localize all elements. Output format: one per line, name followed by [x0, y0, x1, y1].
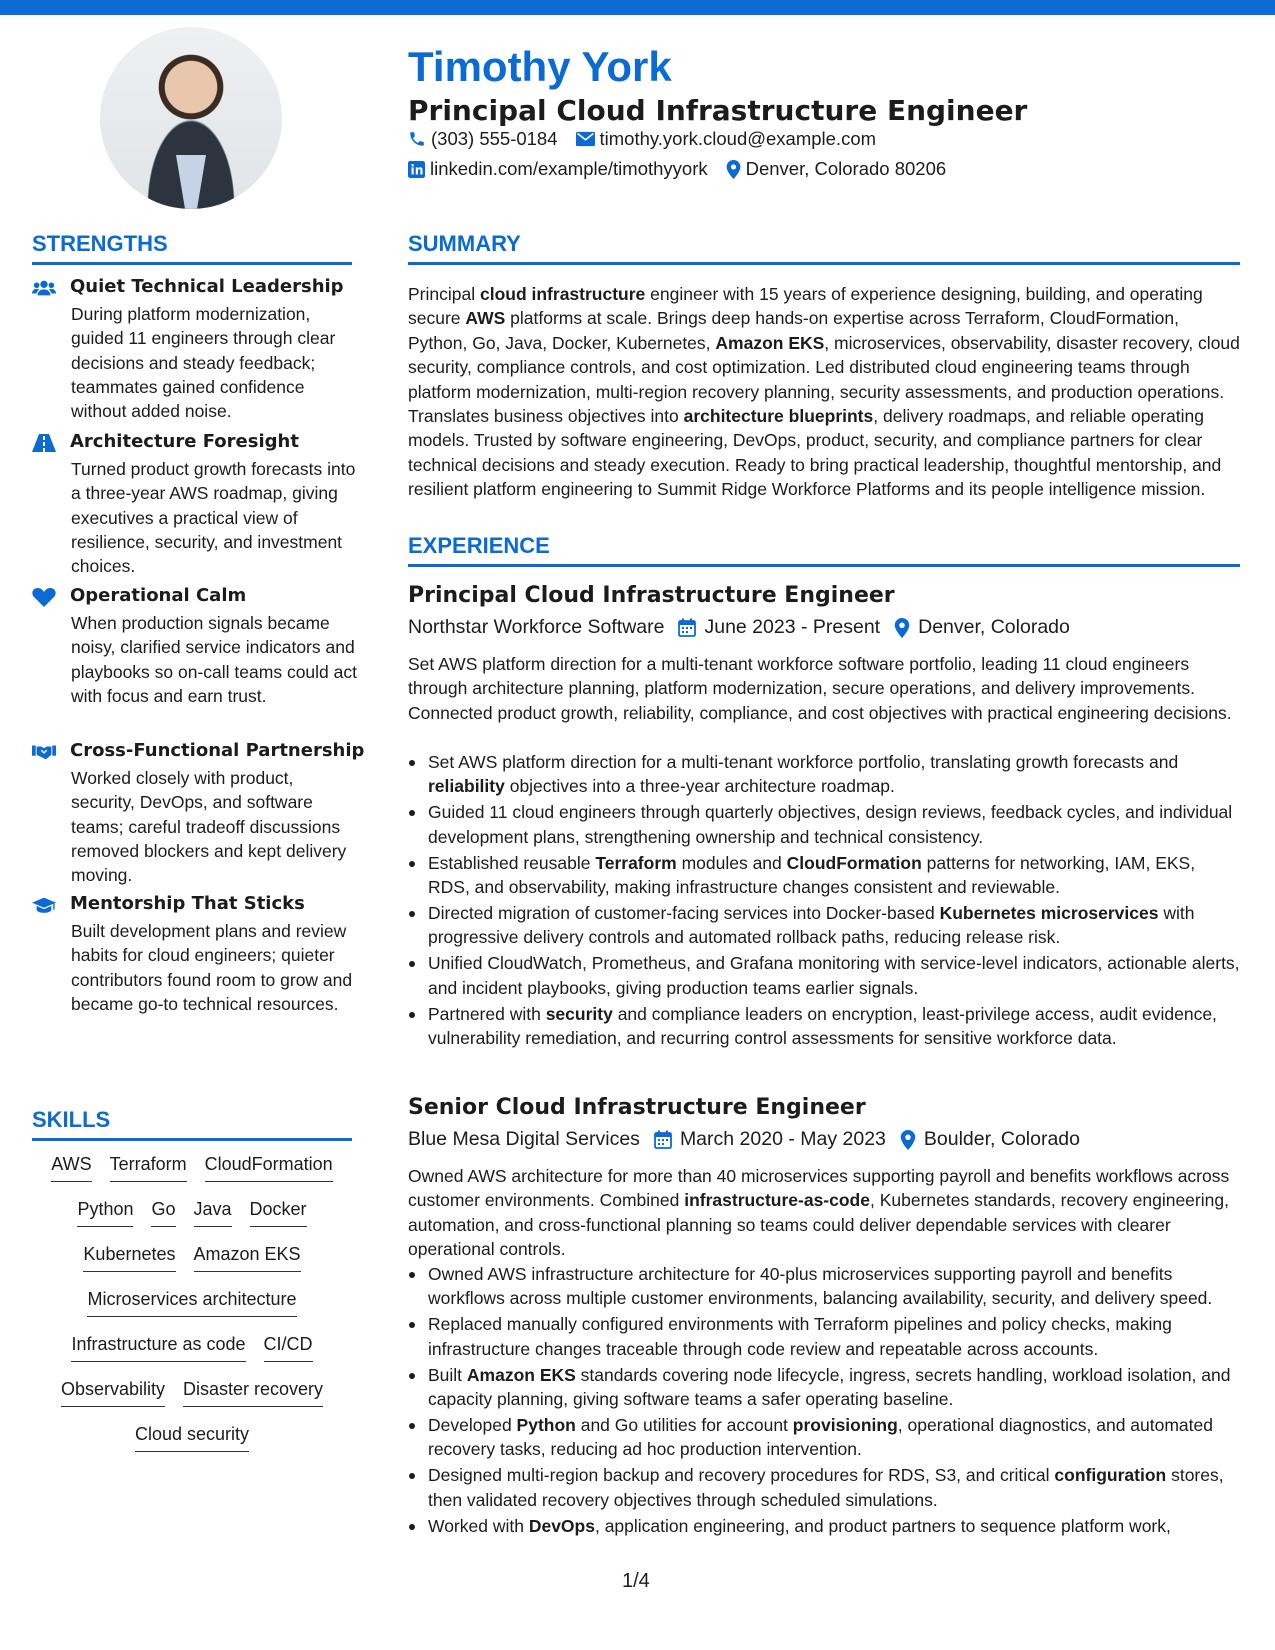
bullet-item: Replaced manually configured environments with Terraform pipelines and policy checks, making infrastructure changes traceable through code review and repeatable across accounts. [408, 1312, 1240, 1361]
skills-heading: SKILLS [32, 1107, 352, 1141]
strength-title: Architecture Foresight [70, 431, 299, 452]
skill-tag: Microservices architecture [87, 1289, 296, 1317]
contact-row-2 [408, 158, 964, 180]
skills-row [32, 1154, 352, 1199]
bullet-item: Partnered with security and compliance leaders on encryption, least-privilege access, audit evidence, vulnerability remediation, and recurring control assessments for sensitive workforce data. [408, 1002, 1240, 1051]
job-title: Principal Cloud Infrastructure Engineer [408, 583, 895, 608]
job-meta [408, 1128, 1080, 1151]
calendar-icon [654, 1130, 672, 1149]
strengths-heading: STRENGTHS [32, 231, 352, 265]
summary-heading: SUMMARY [408, 231, 1240, 265]
top-accent-bar [0, 0, 1275, 15]
summary-text: Principal cloud infrastructure engineer with 15 years of experience designing, building, and operating secure AWS platforms at scale. Brings deep hands-on expertise across Terraform, CloudFormation, Python, Go, Java, Docker, Kubernetes, Amazon EKS, microservices, observability, disaster recovery, cloud security, compliance controls, and cost optimization. Led distributed cloud engineering teams through platform modernization, multi-region recovery planning, security assessments, and production operations. Translates business objectives into architecture blueprints, delivery roadmaps, and reliable operating models. Trusted by software engineering, DevOps, product, security, and compliance partners for clear technical decisions and steady execution. Ready to bring practical leadership, thoughtful mentorship, and resilient platform engineering to Summit Ridge Workforce Platforms and its people intelligence mission. [408, 284, 1240, 500]
location-pin-icon [900, 1130, 916, 1150]
skill-tag: Terraform [110, 1154, 187, 1182]
skills-row [32, 1199, 352, 1244]
handshake-icon [32, 742, 56, 762]
linkedin-link[interactable]: linkedin.com/example/timothyyork [430, 158, 708, 179]
skill-tag: Amazon EKS [194, 1244, 301, 1272]
email-link[interactable]: timothy.york.cloud@example.com [599, 128, 877, 149]
skill-tag: Go [151, 1199, 175, 1227]
skills-list [32, 1154, 352, 1469]
graduation-cap-icon [32, 895, 56, 915]
envelope-icon [576, 131, 595, 147]
job-bullets [408, 1262, 1240, 1539]
strength-description: When production signals became noisy, clarified service indicators and playbooks so on-call teams could act with focus and earn trust. [71, 613, 357, 706]
heart-icon [32, 587, 56, 607]
job-bullets [408, 750, 1240, 1052]
candidate-title: Principal Cloud Infrastructure Engineer [408, 94, 1028, 127]
skill-tag: Docker [250, 1199, 307, 1227]
skill-tag: Infrastructure as code [71, 1334, 245, 1362]
skill-tag: Disaster recovery [183, 1379, 323, 1407]
strength-title: Mentorship That Sticks [70, 893, 305, 914]
road-icon [32, 433, 56, 453]
bullet-item: Set AWS platform direction for a multi-tenant workforce portfolio, translating growth forecasts and reliability objectives into a three-year architecture roadmap. [408, 750, 1240, 799]
company-name: Blue Mesa Digital Services [408, 1128, 640, 1150]
bullet-item: Established reusable Terraform modules and CloudFormation patterns for networking, IAM, EKS, RDS, and observability, making infrastructure changes consistent and reviewable. [408, 851, 1240, 900]
skill-tag: CI/CD [264, 1334, 313, 1362]
job-description: Set AWS platform direction for a multi-tenant workforce software portfolio, leading 11 cloud engineers through architecture planning, platform modernization, secure operations, and delivery improvements. Connected product growth, reliability, compliance, and cost objectives with practical engineering decisions. [408, 654, 1232, 723]
bullet-item: Guided 11 cloud engineers through quarterly objectives, design reviews, feedback cycles, and individual development plans, strengthening ownership and technical consistency. [408, 800, 1240, 849]
skills-row [32, 1334, 352, 1379]
bullet-item: Directed migration of customer-facing services into Docker-based Kubernetes microservices with progressive delivery controls and automated rollback paths, reducing release risk. [408, 901, 1240, 950]
skill-tag: Cloud security [135, 1424, 249, 1452]
phone-number[interactable]: (303) 555-0184 [431, 128, 558, 149]
strength-description: Built development plans and review habits for cloud engineers; quieter contributors found room to grow and became go-to technical resources. [71, 921, 353, 1014]
strength-title: Operational Calm [70, 585, 247, 606]
skill-tag: AWS [51, 1154, 91, 1182]
bullet-item: Developed Python and Go utilities for account provisioning, operational diagnostics, and automated recovery tasks, reducing ad hoc production intervention. [408, 1413, 1240, 1462]
users-icon [32, 278, 56, 298]
company-name: Northstar Workforce Software [408, 616, 665, 638]
skills-row [32, 1424, 352, 1469]
strength-description: Worked closely with product, security, DevOps, and software teams; careful tradeoff discussions removed blockers and kept delivery moving. [71, 768, 347, 886]
phone-icon [408, 130, 426, 148]
job-description: Owned AWS architecture for more than 40 microservices supporting payroll and benefits workflows across customer environments. Combined infrastructure-as-code, Kubernetes standards, recovery engineering, automation, and cross-functional planning so teams could deliver dependable services with clearer operational controls. [408, 1166, 1230, 1260]
job-dates: June 2023 - Present [704, 616, 881, 638]
bullet-item: Owned AWS infrastructure architecture for 40-plus microservices supporting payroll and benefits workflows across multiple customer environments, balancing availability, security, and delivery speed. [408, 1262, 1240, 1311]
page-indicator: 1/4 [622, 1570, 650, 1592]
skill-tag: Observability [61, 1379, 165, 1407]
strength-description: During platform modernization, guided 11 engineers through clear decisions and steady feedback; teammates gained confidence without added noise. [71, 304, 336, 422]
job-location: Denver, Colorado [918, 616, 1070, 638]
candidate-name: Timothy York [408, 43, 672, 90]
profile-photo [100, 27, 282, 209]
bullet-item: Designed multi-region backup and recovery procedures for RDS, S3, and critical configuration stores, then validated recovery objectives through scheduled simulations. [408, 1463, 1240, 1512]
calendar-icon [678, 618, 696, 637]
bullet-item: Worked with DevOps, application engineering, and product partners to sequence platform work, [408, 1514, 1240, 1538]
strength-description: Turned product growth forecasts into a three-year AWS roadmap, giving executives a practical view of resilience, security, and investment choices. [71, 459, 356, 577]
experience-heading: EXPERIENCE [408, 533, 1240, 567]
skill-tag: Python [77, 1199, 133, 1227]
job-location: Boulder, Colorado [923, 1128, 1080, 1150]
skills-row [32, 1244, 352, 1289]
skill-tag: Kubernetes [83, 1244, 175, 1272]
skill-tag: CloudFormation [205, 1154, 333, 1182]
strength-title: Cross-Functional Partnership [70, 740, 365, 761]
location-pin-icon [894, 618, 910, 638]
strength-title: Quiet Technical Leadership [70, 276, 344, 297]
contact-row-1 [408, 128, 894, 150]
bullet-item: Built Amazon EKS standards covering node lifecycle, ingress, secrets handling, workload isolation, and capacity planning, giving software teams a safer operating baseline. [408, 1363, 1240, 1412]
location-text: Denver, Colorado 80206 [745, 158, 947, 179]
linkedin-icon [408, 161, 425, 178]
skill-tag: Java [194, 1199, 232, 1227]
skills-row [32, 1289, 352, 1334]
skills-row [32, 1379, 352, 1424]
location-pin-icon [726, 160, 741, 179]
bullet-item: Unified CloudWatch, Prometheus, and Grafana monitoring with service-level indicators, actionable alerts, and incident playbooks, giving production teams earlier signals. [408, 951, 1240, 1000]
job-dates: March 2020 - May 2023 [679, 1128, 886, 1150]
job-meta [408, 616, 1070, 639]
job-title: Senior Cloud Infrastructure Engineer [408, 1095, 866, 1120]
